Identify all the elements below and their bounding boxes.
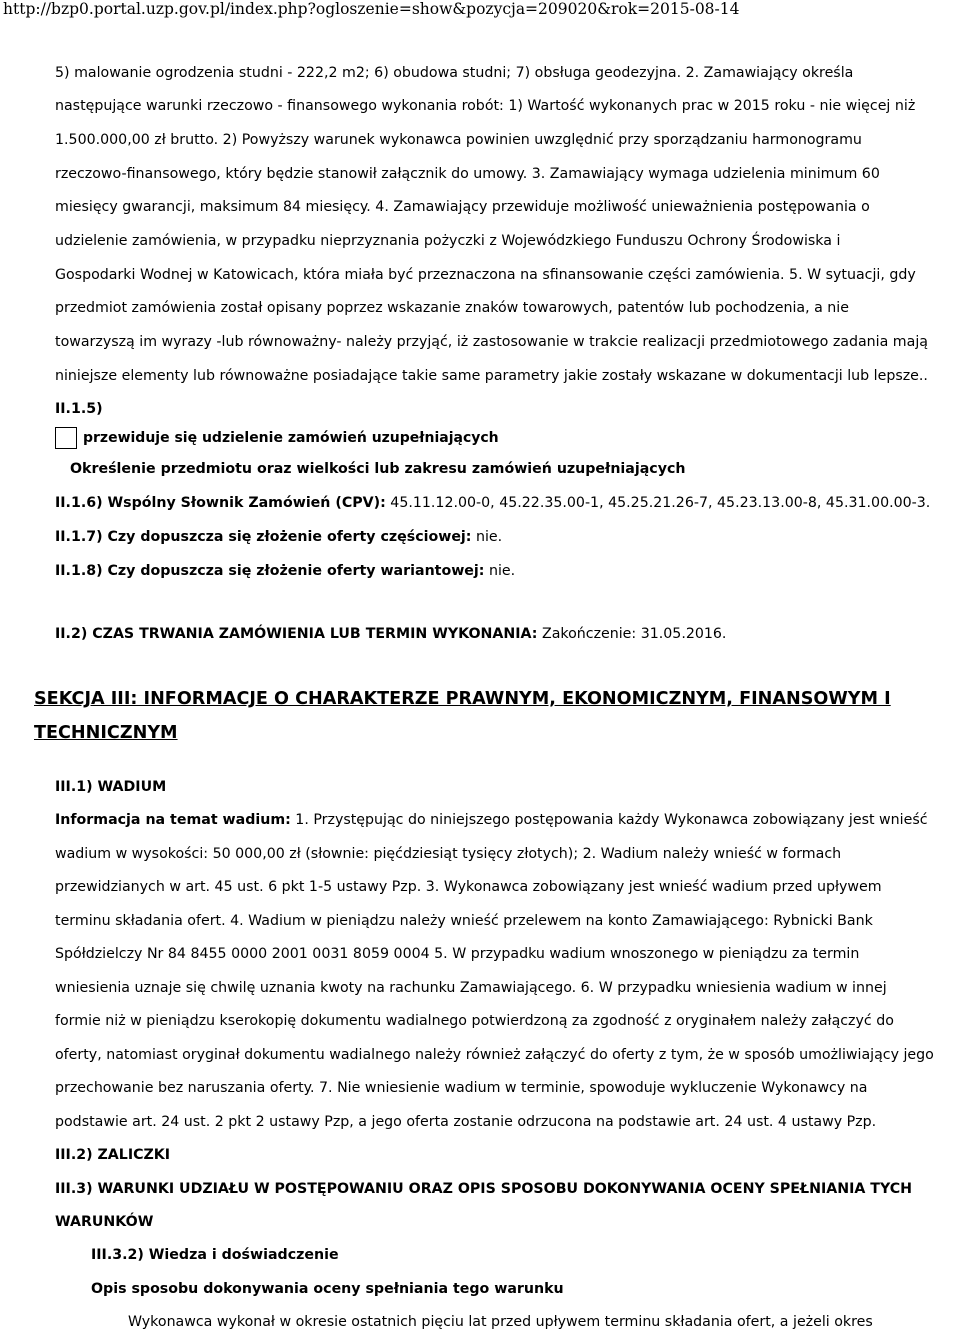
- uzupelniajace-heading: Określenie przedmiotu oraz wielkości lub zakresu zamówień uzupełniających: [70, 461, 686, 477]
- warunki-heading: III.3) WARUNKI UDZIAŁU W POSTĘPOWANIU ORAZ OPIS SPOSOBU DOKONYWANIA OCENY SPEŁNIANIA TYCH: [55, 1181, 913, 1197]
- section-label-ii15: II.1.5): [55, 401, 103, 417]
- opis-heading: Opis sposobu dokonywania oceny spełniania tego warunku: [91, 1281, 564, 1297]
- paragraph-line: miesięcy gwarancji, maksimum 84 miesięcy. 4. Zamawiający przewiduje możliwość unieważnienia postępowania o: [55, 199, 870, 215]
- paragraph-line: przedmiot zamówienia został opisany poprzez wskazanie znaków towarowych, patentów lub pochodzenia, a nie: [55, 300, 849, 316]
- duration-label: II.2) CZAS TRWANIA ZAMÓWIENIA LUB TERMIN WYKONANIA:: [55, 626, 538, 642]
- section-3-title-cont: TECHNICZNYM: [34, 723, 178, 743]
- duration-row: [55, 624, 726, 644]
- section-3-title: SEKCJA III: INFORMACJE O CHARAKTERZE PRAWNYM, EKONOMICZNYM, FINANSOWYM I: [34, 689, 891, 709]
- wadium-line: formie niż w pieniądzu kserokopię dokumentu wadialnego potwierdzoną za zgodność z oryginałem należy załączyć do: [55, 1013, 894, 1029]
- cpv-row: [55, 493, 930, 513]
- paragraph-line: udzielenie zamówienia, w przypadku nieprzyznania pożyczki z Wojewódzkiego Funduszu Ochrony Środowiska i: [55, 233, 841, 249]
- duration-value: Zakończenie: 31.05.2016.: [537, 626, 727, 642]
- paragraph-line: Wykonawca wykonał w okresie ostatnich pięciu lat przed upływem terminu składania ofert, a jeżeli okres: [128, 1314, 873, 1330]
- cpv-label: II.1.6) Wspólny Słownik Zamówień (CPV):: [55, 495, 386, 511]
- wadium-text: 1. Przystępując do niniejszego postępowania każdy Wykonawca zobowiązany jest wnieść: [290, 812, 928, 828]
- page-url: http://bzp0.portal.uzp.gov.pl/index.php?ogloszenie=show&pozycja=209020&rok=2015-08-14: [3, 0, 740, 18]
- variant-offer-row: [55, 561, 515, 581]
- variant-offer-label: II.1.8) Czy dopuszcza się złożenie oferty wariantowej:: [55, 563, 485, 579]
- cpv-value: 45.11.12.00-0, 45.22.35.00-1, 45.25.21.26-7, 45.23.13.00-8, 45.31.00.00-3.: [385, 495, 931, 511]
- wadium-line: Spółdzielczy Nr 84 8455 0000 2001 0031 8059 0004 5. W przypadku wadium wnoszonego w pieniądzu za termin: [55, 946, 860, 962]
- wadium-line: wniesienia uznaje się chwilę uznania kwoty na rachunku Zamawiającego. 6. W przypadku wniesienia wadium w innej: [55, 980, 887, 996]
- paragraph-line: następujące warunki rzeczowo - finansowego wykonania robót: 1) Wartość wykonanych prac w 2015 roku - nie więcej niż: [55, 98, 916, 114]
- paragraph-line: 5) malowanie ogrodzenia studni - 222,2 m2; 6) obudowa studni; 7) obsługa geodezyjna. 2. Zamawiający określa: [55, 65, 854, 81]
- checkbox-uzupelniajace[interactable]: [55, 427, 77, 449]
- wadium-line: [55, 810, 928, 830]
- wadium-line: podstawie art. 24 ust. 2 pkt 2 ustawy Pzp, a jego oferta zostanie odrzucona na podstawie art. 24 ust. 4 ustawy Pzp.: [55, 1114, 877, 1130]
- partial-offer-row: [55, 527, 502, 547]
- checkbox-label: przewiduje się udzielenie zamówień uzupełniających: [83, 430, 499, 446]
- warunki-heading-cont: WARUNKÓW: [55, 1214, 154, 1230]
- paragraph-line: rzeczowo-finansowego, który będzie stanowił załącznik do umowy. 3. Zamawiający wymaga udzielenia minimum 60: [55, 166, 880, 182]
- wadium-line: terminu składania ofert. 4. Wadium w pieniądzu należy wnieść przelewem na konto Zamawiającego: Rybnicki Bank: [55, 913, 873, 929]
- variant-offer-value: nie.: [484, 563, 516, 579]
- wadium-line: przewidzianych w art. 45 ust. 6 pkt 1-5 ustawy Pzp. 3. Wykonawca zobowiązany jest wnieść wadium przed upływem: [55, 879, 882, 895]
- wadium-heading: III.1) WADIUM: [55, 779, 167, 795]
- paragraph-line: towarzyszą im wyrazy -lub równoważny- należy przyjąć, iż zastosowanie w trakcie realizacji przedmiotowego zadania mają: [55, 334, 928, 350]
- paragraph-line: Gospodarki Wodnej w Katowicach, która miała być przeznaczona na sfinansowanie części zamówienia. 5. W sytuacji, gdy: [55, 267, 916, 283]
- zaliczki-heading: III.2) ZALICZKI: [55, 1147, 171, 1163]
- partial-offer-value: nie.: [471, 529, 503, 545]
- wadium-line: przechowanie bez naruszania oferty. 7. Nie wniesienie wadium w terminie, spowoduje wykluczenie Wykonawcy na: [55, 1080, 868, 1096]
- paragraph-line: 1.500.000,00 zł brutto. 2) Powyższy warunek wykonawca powinien uwzględnić przy sporządzaniu harmonogramu: [55, 132, 862, 148]
- paragraph-line: niniejsze elementy lub równoważne posiadające takie same parametry jakie zostały wskazane w dokumentacji lub lepsze..: [55, 368, 928, 384]
- wadium-line: wadium w wysokości: 50 000,00 zł (słownie: pięćdziesiąt tysięcy złotych); 2. Wadium należy wnieść w formach: [55, 846, 842, 862]
- wadium-line: oferty, natomiast oryginał dokumentu wadialnego należy również załączyć do oferty z tym, że w sposób umożliwiający jego: [55, 1047, 934, 1063]
- wiedza-heading: III.3.2) Wiedza i doświadczenie: [91, 1247, 339, 1263]
- partial-offer-label: II.1.7) Czy dopuszcza się złożenie oferty częściowej:: [55, 529, 472, 545]
- wadium-label: Informacja na temat wadium:: [55, 812, 291, 828]
